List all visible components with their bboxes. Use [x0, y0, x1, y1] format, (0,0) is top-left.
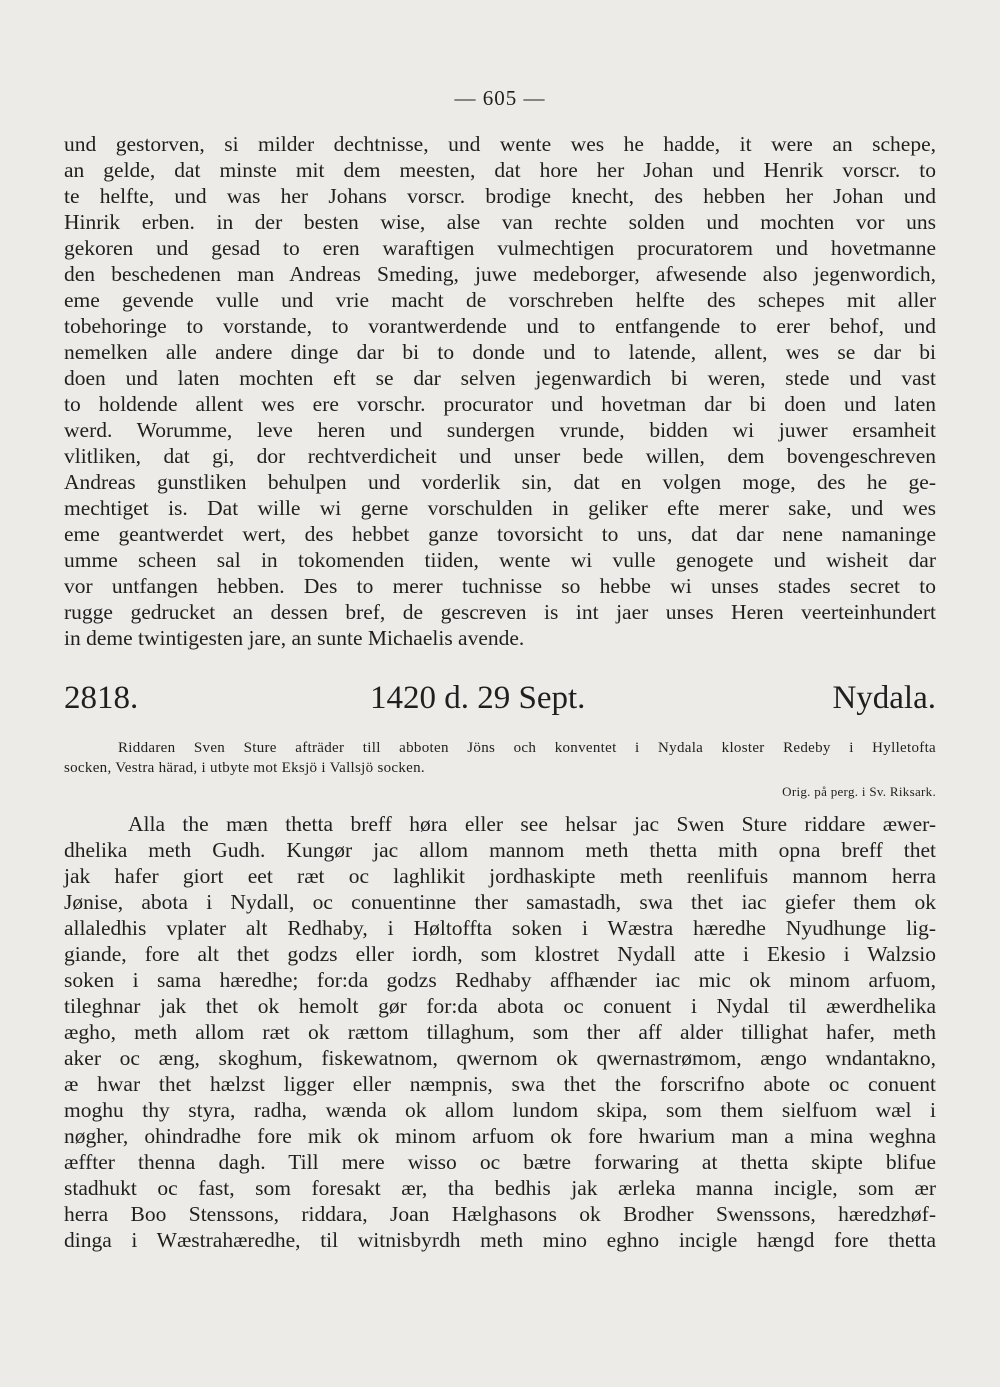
- text-line: jak hafer giort eet ræt oc laghlikit jordhaskipte meth reenlifuis mannom herra: [64, 864, 936, 888]
- entry-date: 1420 d. 29 Sept.: [370, 680, 586, 716]
- text-line: nøgher, ohindradhe fore mik ok minom arfuom ok fore hwarium man a mina weghna: [64, 1124, 936, 1148]
- page-number: — 605 —: [454, 86, 546, 110]
- text-line: gekoren und gesad to eren waraftigen vulmechtigen procuratorem und hovetmanne: [64, 236, 936, 260]
- text-line: te helfte, und was her Johans vorscr. brodige knecht, des hebben her Johan und: [64, 184, 936, 208]
- entry-number: 2818.: [64, 680, 139, 716]
- text-line: herra Boo Stenssons, riddara, Joan Hælghasons ok Brodher Swenssons, hæredzhøf-: [64, 1202, 936, 1226]
- text-line: dinga i Wæstrahæredhe, til witnisbyrdh meth mino eghno incigle hængd fore thetta: [64, 1228, 936, 1252]
- text-line: mechtiget is. Dat wille wi gerne vorschulden in geliker efte merer sake, und wes: [64, 496, 936, 520]
- text-line: Alla the mæn thetta breff høra eller see helsar jac Swen Sture riddare æwer-: [128, 812, 936, 836]
- text-line: æ hwar thet hælzst ligger eller næmpnis, swa thet the forscrifno abote oc conuent: [64, 1072, 936, 1096]
- text-line: tobehoringe to vorstande, to vorantwerdende und to entfangende to erer behof, und: [64, 314, 936, 338]
- text-line: soken i sama hæredhe; for:da godzs Redhaby affhænder iac mic ok minom arfuom,: [64, 968, 936, 992]
- text-line: ægho, meth allom ræt ok rættom tillaghum, som ther aff alder tillighat hafer, meth: [64, 1020, 936, 1044]
- text-line: vor untfangen hebben. Des to merer tuchnisse so hebbe wi unses stades secret to: [64, 574, 936, 598]
- text-line: aker oc æng, skoghum, fiskewatnom, qwernom ok qwernastrømom, ængo wndantakno,: [64, 1046, 936, 1070]
- text-line: eme gevende vulle und vrie macht de vorschreben helfte des schepes mit aller: [64, 288, 936, 312]
- text-line: moghu thy styra, radha, wænda ok allom lundom skipa, som them sielfuom wæl i: [64, 1098, 936, 1122]
- entry-place: Nydala.: [832, 680, 936, 716]
- text-line: eme geantwerdet wert, des hebbet ganze tovorsicht to uns, dat dar nene namaninge: [64, 522, 936, 546]
- text-line: und gestorven, si milder dechtnisse, und wente wes he hadde, it were an schepe,: [64, 132, 936, 156]
- summary-line: Riddaren Sven Sture afträder till abboten Jöns och konventet i Nydala kloster Redeby i Hylletofta: [118, 740, 936, 756]
- text-line: Andreas gunstliken behulpen und vorderlik sin, dat en volgen moge, des he ge-: [64, 470, 936, 494]
- text-line: rugge gedrucket an dessen bref, de gescreven is int jaer unses Heren veerteinhundert: [64, 600, 936, 624]
- text-line: æffter thenna dagh. Till mere wisso oc bætre forwaring at thetta skipte blifue: [64, 1150, 936, 1174]
- text-line: stadhukt oc fast, som foresakt ær, tha bedhis jak ærleka manna incigle, som ær: [64, 1176, 936, 1200]
- text-line: umme scheen sal in tokomenden tiiden, wente wi vulle genogete und wisheit dar: [64, 548, 936, 572]
- text-line: dhelika meth Gudh. Kungør jac allom mannom meth thetta mith opna breff thet: [64, 838, 936, 862]
- text-line: giande, fore alt thet godzs eller iordh, som klostret Nydall atte i Ekesio i Walzsio: [64, 942, 936, 966]
- text-line: to holdende allent wes ere vorschr. procurator und hovetman dar bi doen und laten: [64, 392, 936, 416]
- text-line: den beschedenen man Andreas Smeding, juwe medeborger, afwesende also jegenwordich,: [64, 262, 936, 286]
- text-line: werd. Worumme, leve heren und sundergen vrunde, bidden wi juwer ersamheit: [64, 418, 936, 442]
- text-line: in deme twintigesten jare, an sunte Michaelis avende.: [64, 626, 525, 650]
- text-line: vlitliken, dat gi, dor rechtverdicheit und unser bede willen, dem bovengeschreven: [64, 444, 936, 468]
- text-line: allaledhis vplater alt Redhaby, i Høltoffta soken i Wæstra hæredhe Nyudhunge lig-: [64, 916, 936, 940]
- text-line: doen und laten mochten eft se dar selven jegenwardich bi weren, stede und vast: [64, 366, 936, 390]
- text-line: Hinrik erben. in der besten wise, alse van rechte solden und mochten vor uns: [64, 210, 936, 234]
- text-line: tileghnar jak thet ok hemolt gør for:da abota oc conuent i Nydal til æwerdhelika: [64, 994, 936, 1018]
- source-note: Orig. på perg. i Sv. Riksark.: [782, 784, 936, 799]
- text-line: Jønise, abota i Nydall, oc conuentinne ther samastadh, swa thet iac giefer them ok: [64, 890, 936, 914]
- summary-line: socken, Vestra härad, i utbyte mot Eksjö i Vallsjö socken.: [64, 760, 425, 776]
- text-line: an gelde, dat minste mit dem meesten, dat hore her Johan und Henrik vorscr. to: [64, 158, 936, 182]
- text-line: nemelken alle andere dinge dar bi to donde und to latende, allent, wes se dar bi: [64, 340, 936, 364]
